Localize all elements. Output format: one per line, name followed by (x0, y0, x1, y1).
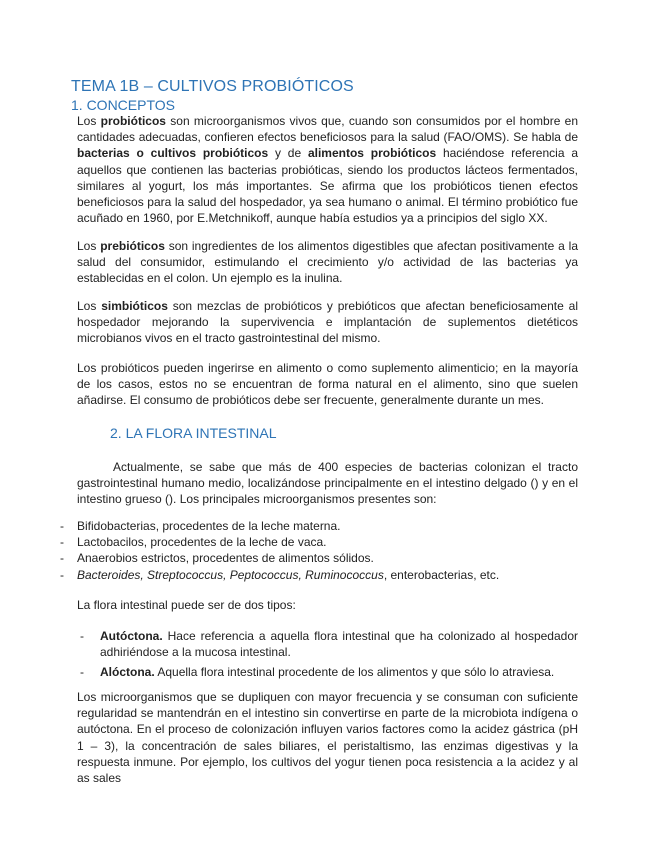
list-item-text: Lactobacilos, procedentes de la leche de vaca. (77, 535, 327, 550)
text-run: Los (77, 299, 102, 313)
bold-term: simbióticos (101, 299, 168, 313)
list-item-aloctona (80, 664, 578, 680)
bold-term: Alóctona. (100, 665, 155, 680)
text-run: Los (77, 239, 101, 253)
italic-genera: Bacteroides, Streptococcus, Peptococcus, Ruminococcus (77, 567, 384, 582)
microorganism-list (60, 518, 499, 583)
bold-term: alimentos probióticos (307, 146, 437, 161)
text-run: son microorganismos vivos que, cuando son consumidos por el hombre en cantidades adecuadas, confieren efectos beneficiosos para la salud (FAO/OMS). Se habla de (77, 114, 578, 145)
document-title: TEMA 1B – CULTIVOS PROBIÓTICOS (71, 78, 354, 95)
list-item (60, 567, 499, 583)
list-dash: - (60, 567, 64, 582)
list-dash: - (80, 629, 84, 643)
paragraph-consumo: Los probióticos pueden ingerirse en alimento o como suplemento alimenticio; en la mayoría de los casos, estos no se encuentran de forma natural en el alimento, sino que suelen añadirse. El consumo de probióticos debe ser frecuente, generalmente durante un mes. (77, 361, 578, 408)
list-item-text: Aquella flora intestinal procedente de los alimentos y que sólo lo atraviesa. (154, 665, 555, 680)
paragraph-flora-intro: Actualmente, se sabe que más de 400 especies de bacterias colonizan el tracto gastrointestinal humano medio, localizándose principalmente en el intestino delgado () y en el intestino grueso (). Los principales microorganismos presentes son: (77, 460, 578, 507)
text-run: Los (77, 114, 101, 128)
paragraph-colonizacion: Los microorganismos que se dupliquen con mayor frecuencia y se consuman con suficiente regularidad se mantendrán en el intestino sin convertirse en parte de la microbiota indígena o autóctona. En el proceso de colonización influyen varios factores como la acidez gástrica (pH 1 – 3), la concentración de sales biliares, el peristaltismo, las enzimas digestivas y la respuesta inmune. Por ejemplo, los cultivos del yogur tienen poca resistencia a la acidez y al as sales (77, 690, 578, 786)
text-run: y de (268, 146, 308, 161)
paragraph-prebioticos (77, 238, 578, 287)
bold-term: bacterias o cultivos probióticos (77, 146, 269, 161)
list-item-text: Anaerobios estrictos, procedentes de alimentos sólidos. (77, 551, 374, 566)
section-heading-flora: 2. LA FLORA INTESTINAL (110, 425, 277, 441)
list-item-text: Bifidobacterias, procedentes de la leche materna. (77, 519, 341, 533)
paragraph-probioticos (77, 113, 578, 226)
list-item-text: , enterobacterias, etc. (383, 567, 500, 582)
list-item-autoctona (80, 628, 578, 660)
bold-term: probióticos (100, 114, 166, 128)
list-dash: - (80, 665, 84, 680)
list-item (60, 518, 499, 534)
list-dash: - (60, 519, 64, 533)
list-item-text: Hace referencia a aquella flora intestinal que ha colonizado al hospedador adhiriéndose a la mucosa intestinal. (100, 629, 578, 660)
bold-term: prebióticos (100, 239, 165, 253)
paragraph-simbioticos (77, 298, 578, 347)
list-dash: - (60, 551, 64, 566)
text-run: son ingredientes de los alimentos digestibles que afectan positivamente a la salud del consumidor, estimulando el crecimiento y/o actividad de las bacterias ya establecidas en el colon. Un ejemplo es la inulina. (77, 239, 578, 286)
list-item (60, 534, 499, 550)
section-heading-conceptos: 1. CONCEPTOS (71, 97, 175, 113)
flora-types-list (80, 628, 578, 685)
bold-term: Autóctona. (100, 629, 163, 643)
paragraph-flora-tipos: La flora intestinal puede ser de dos tipos: (77, 598, 296, 612)
text-run: son mezclas de probióticos y prebióticos que afectan beneficiosamente al hospedador mejorando la supervivencia e implantación de suplementos dietéticos microbianos vivos en el tracto gastrointestinal del mismo. (77, 299, 578, 346)
list-item (60, 550, 499, 566)
text-run: haciéndose referencia a aquellos que contienen las bacterias probióticas, siendo los productos lácteos fermentados, similares al yogurt, los más importantes. Se afirma que los probióticos tienen efectos beneficiosos para la salud del hospedador, ya sea humano o animal. El término probiótico fue acuñado en 1960, por E.Metchnikoff, aunque había estudios ya a principios del siglo XX. (77, 146, 578, 226)
list-dash: - (60, 535, 64, 550)
